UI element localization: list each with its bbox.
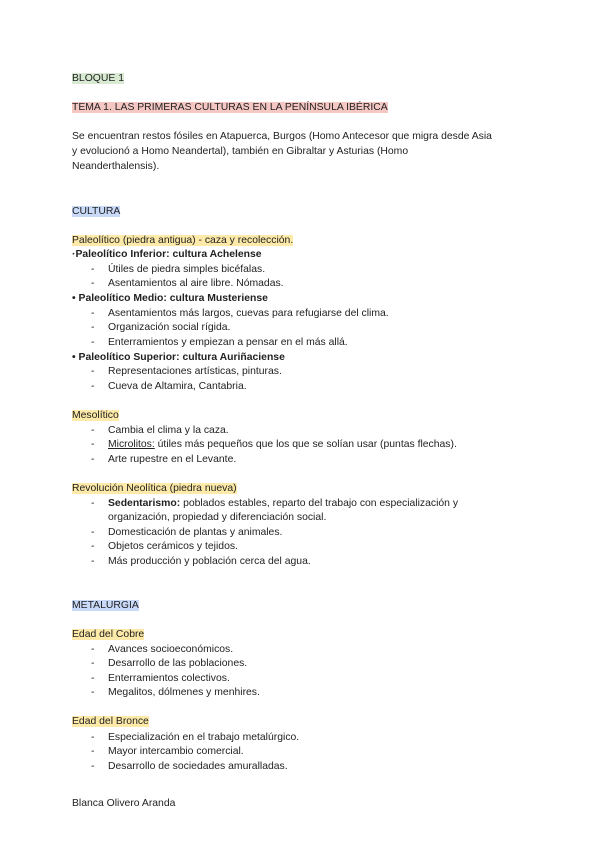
list-item: Representaciones artísticas, pinturas.	[108, 366, 282, 377]
list-item: Objetos cerámicos y tejidos.	[108, 541, 238, 552]
list-dash: -	[91, 732, 95, 743]
intro-line: y evolucionó a Homo Neandertal), también en Gibraltar y Asturias (Homo	[72, 146, 409, 157]
term-sedentarismo: Sedentarismo:	[108, 498, 181, 509]
subsection-mesolitico: Mesolítico	[72, 410, 119, 421]
list-dash: -	[91, 644, 95, 655]
microlitos-text: útiles más pequeños que los que se solían usar (puntas flechas).	[154, 439, 457, 450]
author-name: Blanca Olivero Aranda	[72, 798, 176, 809]
list-dash: -	[91, 746, 95, 757]
list-dash: -	[91, 308, 95, 319]
list-dash: -	[91, 425, 95, 436]
list-dash: -	[91, 658, 95, 669]
list-item	[108, 497, 458, 510]
list-dash: -	[91, 498, 95, 509]
list-dash: -	[91, 556, 95, 567]
topic-title: TEMA 1. LAS PRIMERAS CULTURAS EN LA PENÍNSULA IBÉRICA	[72, 102, 388, 113]
list-item: Megalitos, dólmenes y menhires.	[108, 687, 260, 698]
list-item: Enterramientos y empiezan a pensar en el más allá.	[108, 337, 348, 348]
list-dash: -	[91, 366, 95, 377]
list-item-continuation: organización, propiedad y diferenciación social.	[108, 512, 327, 523]
sedentarismo-text: poblados estables, reparto del trabajo con especialización y	[180, 498, 459, 509]
list-dash: -	[91, 439, 95, 450]
list-item	[108, 438, 457, 451]
section-heading-cultura: CULTURA	[72, 206, 121, 217]
block-label: BLOQUE 1	[72, 73, 124, 84]
list-dash: -	[91, 381, 95, 392]
intro-line: Neanderthalensis).	[72, 161, 160, 172]
list-item: Enterramientos colectivos.	[108, 673, 230, 684]
list-dash: -	[91, 761, 95, 772]
list-dash: -	[91, 322, 95, 333]
list-dash: -	[91, 541, 95, 552]
list-item: Especialización en el trabajo metalúrgico.	[108, 732, 300, 743]
paleolitico-medio-title: • Paleolítico Medio: cultura Musteriense	[72, 293, 268, 304]
list-dash: -	[91, 527, 95, 538]
intro-line: Se encuentran restos fósiles en Atapuerca, Burgos (Homo Antecesor que migra desde Asia	[72, 131, 492, 142]
list-item: Cueva de Altamira, Cantabria.	[108, 381, 247, 392]
list-dash: -	[91, 687, 95, 698]
list-item: Asentamientos al aire libre. Nómadas.	[108, 278, 284, 289]
section-heading-metalurgia: METALURGIA	[72, 600, 139, 611]
list-dash: -	[91, 673, 95, 684]
list-item: Asentamientos más largos, cuevas para refugiarse del clima.	[108, 308, 389, 319]
paleolitico-inferior-title: ·Paleolítico Inferior: cultura Achelense	[72, 249, 262, 260]
list-item: Útiles de piedra simples bicéfalas.	[108, 264, 266, 275]
subsection-paleolitico: Paleolítico (piedra antigua) - caza y recolección.	[72, 235, 294, 246]
list-dash: -	[91, 337, 95, 348]
list-dash: -	[91, 264, 95, 275]
term-microlitos: Microlitos:	[108, 439, 155, 450]
list-dash: -	[91, 454, 95, 465]
list-dash: -	[91, 278, 95, 289]
list-item: Más producción y población cerca del agua.	[108, 556, 311, 567]
list-item: Desarrollo de sociedades amuralladas.	[108, 761, 288, 772]
subsection-bronce: Edad del Bronce	[72, 716, 149, 727]
list-item: Mayor intercambio comercial.	[108, 746, 244, 757]
list-item: Organización social rígida.	[108, 322, 231, 333]
list-item: Cambia el clima y la caza.	[108, 425, 229, 436]
list-item: Domesticación de plantas y animales.	[108, 527, 283, 538]
paleolitico-superior-title: • Paleolítico Superior: cultura Auriñaciense	[72, 352, 285, 363]
subsection-cobre: Edad del Cobre	[72, 629, 145, 640]
list-item: Arte rupestre en el Levante.	[108, 454, 237, 465]
subsection-neolitico: Revolución Neolítica (piedra nueva)	[72, 483, 237, 494]
list-item: Desarrollo de las poblaciones.	[108, 658, 248, 669]
list-item: Avances socioeconómicos.	[108, 644, 234, 655]
